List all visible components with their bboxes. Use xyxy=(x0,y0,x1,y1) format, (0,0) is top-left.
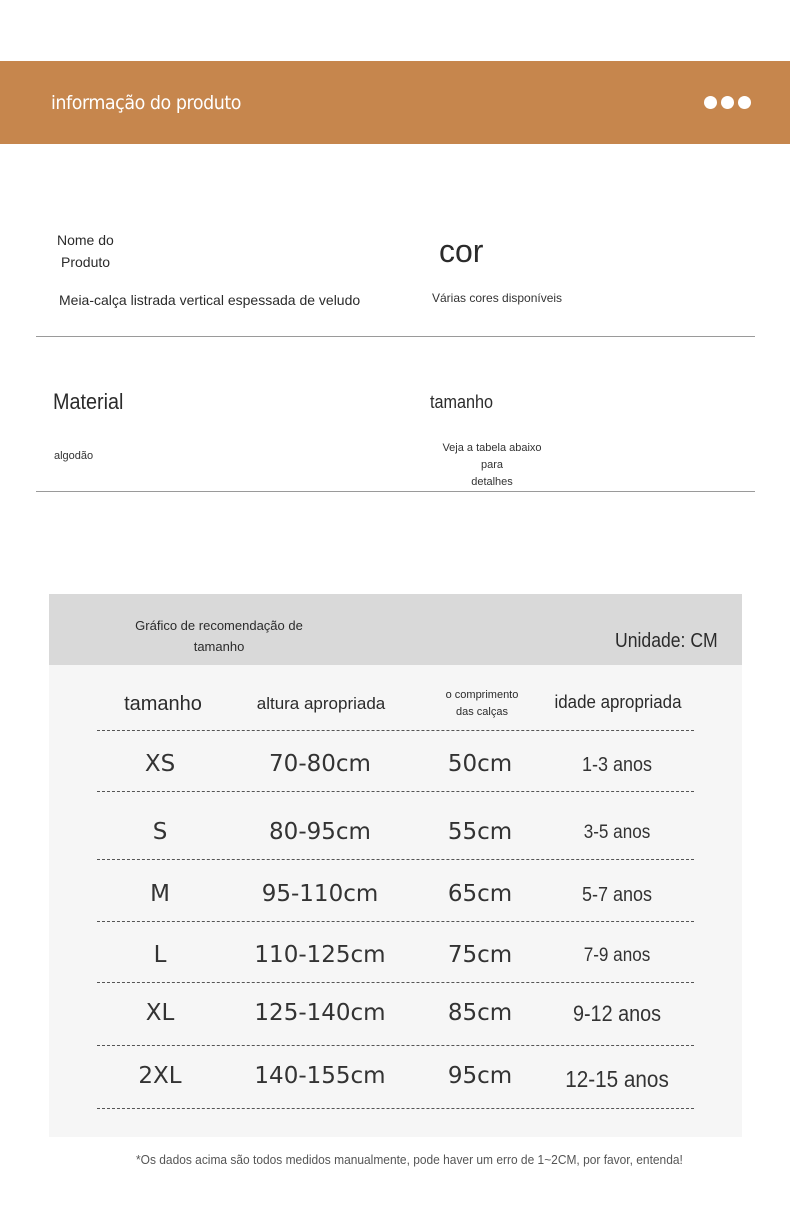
page-title: informação do produto xyxy=(51,92,241,114)
cell-height: 70-80cm xyxy=(269,751,371,777)
column-header-length-line2: das calças xyxy=(456,706,508,718)
row-divider xyxy=(97,1045,694,1046)
product-name-label-line2: Produto xyxy=(61,254,111,270)
divider xyxy=(36,336,755,337)
cell-age: 1-3 anos xyxy=(581,754,653,776)
divider xyxy=(36,491,755,492)
product-name-value: Meia-calça listrada vertical espessada de veludo xyxy=(59,292,361,308)
column-header-length xyxy=(420,687,544,721)
cell-size: S xyxy=(152,819,168,845)
size-chart-title-line2: tamanho xyxy=(193,639,245,654)
cell-length: 50cm xyxy=(447,751,513,777)
cell-length: 55cm xyxy=(447,819,513,845)
color-label: cor xyxy=(439,233,484,269)
cell-age: 12-15 anos xyxy=(565,1066,669,1092)
row-divider xyxy=(97,791,694,792)
cell-age: 3-5 anos xyxy=(583,822,651,843)
cell-size: XS xyxy=(144,751,176,777)
cell-height: 140-155cm xyxy=(254,1063,386,1089)
cell-height: 110-125cm xyxy=(254,942,386,968)
cell-size: XL xyxy=(145,1000,175,1026)
size-label: tamanho xyxy=(430,392,494,412)
cell-height: 95-110cm xyxy=(261,881,379,907)
more-dots-icon[interactable] xyxy=(704,96,751,109)
cell-length: 95cm xyxy=(447,1063,513,1089)
footnote: *Os dados acima são todos medidos manualmente, pode haver um erro de 1~2CM, por favor, entenda! xyxy=(136,1152,683,1167)
row-divider xyxy=(97,921,694,922)
color-value: Várias cores disponíveis xyxy=(432,291,563,305)
dot-icon xyxy=(721,96,734,109)
cell-length: 85cm xyxy=(447,1000,513,1026)
cell-age: 7-9 anos xyxy=(583,945,651,966)
cell-age: 5-7 anos xyxy=(581,884,653,906)
row-divider xyxy=(97,982,694,983)
dot-icon xyxy=(738,96,751,109)
size-value-line2: detalhes xyxy=(471,476,513,488)
material-label: Material xyxy=(53,389,124,414)
column-header-length-line1: o comprimento xyxy=(445,689,519,701)
cell-height: 80-95cm xyxy=(269,819,371,845)
size-value-line1: Veja a tabela abaixo para xyxy=(442,442,542,471)
product-name-label-line1: Nome do xyxy=(57,232,114,248)
size-value xyxy=(431,440,553,491)
row-divider xyxy=(97,730,694,731)
cell-size: 2XL xyxy=(138,1063,182,1089)
column-header-age: idade apropriada xyxy=(554,692,682,712)
row-divider xyxy=(97,859,694,860)
cell-size: M xyxy=(150,881,170,907)
cell-age: 9-12 anos xyxy=(572,1001,662,1026)
product-name-label xyxy=(57,229,114,273)
size-chart-title-line1: Gráfico de recomendação de xyxy=(135,618,303,633)
column-header-size: tamanho xyxy=(124,693,202,715)
size-chart-title xyxy=(119,615,319,657)
dot-icon xyxy=(704,96,717,109)
material-value: algodão xyxy=(54,450,94,462)
unit-label: Unidade: CM xyxy=(615,630,718,652)
cell-size: L xyxy=(153,942,167,968)
cell-height: 125-140cm xyxy=(254,1000,386,1026)
column-header-height: altura apropriada xyxy=(256,694,386,713)
cell-length: 75cm xyxy=(447,942,513,968)
row-divider xyxy=(97,1108,694,1109)
cell-length: 65cm xyxy=(447,881,513,907)
